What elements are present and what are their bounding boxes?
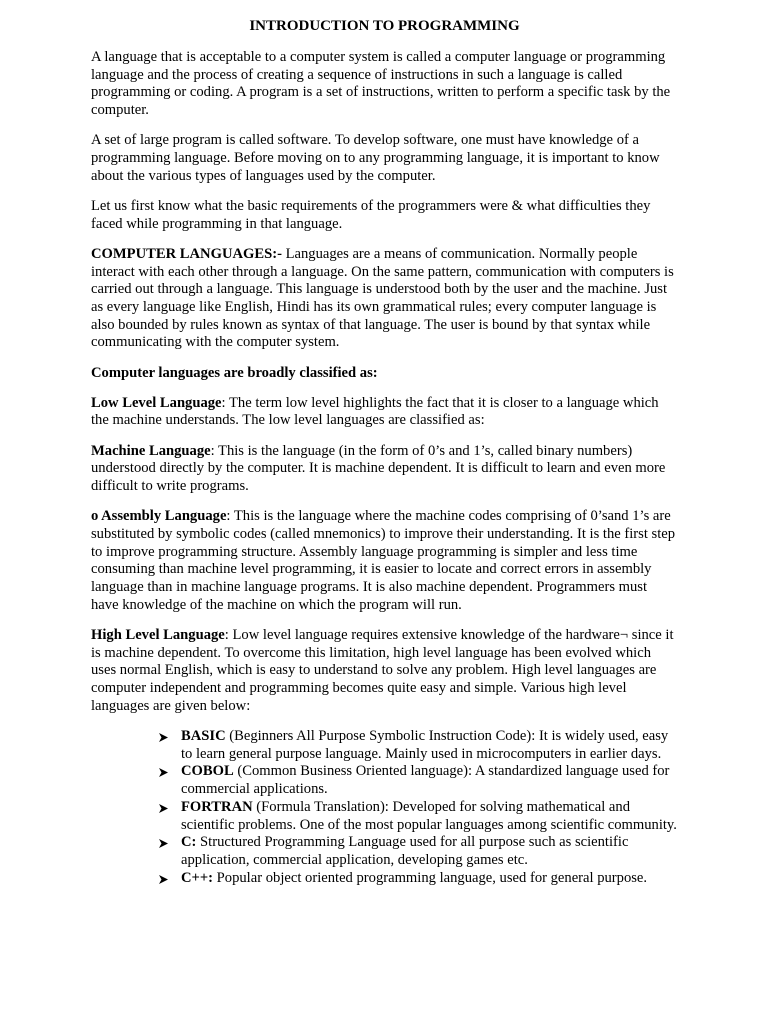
list-item — [181, 870, 678, 888]
language-name: C: — [181, 834, 197, 851]
intro-paragraph: A language that is acceptable to a computer system is called a computer language or programming language and the process of creating a sequence of instructions in such a language is called programming or coding. A program is a set of instructions, written to perform a specific task by the computer. — [91, 49, 671, 119]
arrowhead-bullet-icon — [158, 728, 170, 743]
arrowhead-bullet-icon — [158, 870, 170, 885]
language-name: BASIC — [181, 728, 226, 744]
high-level-paragraph — [91, 627, 678, 716]
high-level-language-list — [91, 728, 678, 887]
classification-heading: Computer languages are broadly classified as: — [91, 364, 378, 381]
requirements-paragraph: Let us first know what the basic requirements of the programmers were & what difficulties they faced while programming in that language. — [91, 197, 651, 232]
language-description: Popular object oriented programming language, used for general purpose. — [213, 869, 648, 886]
machine-language-paragraph — [91, 443, 678, 496]
machine-language-text: : This is the language (in the form of 0’s and 1’s, called binary numbers) understood directly by the computer. It is machine dependent. It is difficult to learn and even more difficult to write programs. — [91, 442, 666, 495]
language-name: COBOL — [181, 763, 234, 780]
language-description: (Formula Translation): Developed for solving mathematical and scientific problems. One of the most popular languages among scientific community. — [181, 798, 677, 833]
assembly-language-heading: o Assembly Language — [91, 508, 227, 525]
arrowhead-bullet-icon — [158, 763, 170, 778]
low-level-heading: Low Level Language — [91, 394, 222, 411]
list-item — [181, 763, 678, 798]
language-description: (Beginners All Purpose Symbolic Instruction Code): It is widely used, easy to learn general purpose language. Mainly used in microcomputers in earlier days. — [181, 728, 669, 762]
language-description: (Common Business Oriented language): A standardized language used for commercial applications. — [181, 763, 670, 798]
software-paragraph: A set of large program is called software. To develop software, one must have knowledge of a programming language. Before moving on to any programming language, it is important to know about the various types of languages used by the computer. — [91, 132, 660, 184]
document-title: INTRODUCTION TO PROGRAMMING — [249, 18, 520, 34]
arrowhead-bullet-icon — [158, 834, 170, 849]
list-item — [181, 728, 678, 763]
machine-language-heading: Machine Language — [91, 442, 211, 459]
computer-languages-heading: COMPUTER LANGUAGES:- — [91, 245, 282, 262]
high-level-text: : Low level language requires extensive knowledge of the hardware¬ since it is machine dependent. To overcome this limitation, high level language has been evolved which uses normal English, which is easy to understand to solve any problem. High level languages are computer independent and programming becomes quite easy and simple. Various high level languages are given below: — [91, 626, 674, 714]
language-name: C++: — [181, 869, 214, 886]
computer-languages-paragraph — [91, 246, 678, 352]
low-level-paragraph — [91, 395, 678, 430]
list-item — [181, 834, 678, 869]
language-description: Structured Programming Language used for all purpose such as scientific application, commercial application, developing games etc. — [181, 834, 629, 868]
computer-languages-text: Languages are a means of communication. Normally people interact with each other through a language. On the same pattern, communication with computers is carried out through a language. This language is understood both by the user and the machine. Just as every language like English, Hindi has its own grammatical rules; every computer language is also bounded by rules known as syntax of that language. The user is bound by that syntax while communicating with the computer system. — [91, 245, 674, 351]
assembly-language-text: : This is the language where the machine codes comprising of 0’sand 1’s are substituted by symbolic codes (called mnemonics) to improve their understanding. It is the first step to improve programming structure. Assembly language programming is simpler and less time consuming than machine level programming, it is easier to locate and correct errors in assembly language than in machine language programs. It is also machine dependent. Programmers must have knowledge of the machine on which the program will run. — [91, 508, 676, 613]
high-level-heading: High Level Language — [91, 626, 225, 643]
list-item — [181, 799, 678, 834]
assembly-language-paragraph — [91, 508, 678, 614]
language-name: FORTRAN — [181, 798, 253, 815]
low-level-text: : The term low level highlights the fact that it is closer to a language which the machine understands. The low level languages are classified as: — [91, 394, 659, 429]
arrowhead-bullet-icon — [158, 799, 170, 814]
